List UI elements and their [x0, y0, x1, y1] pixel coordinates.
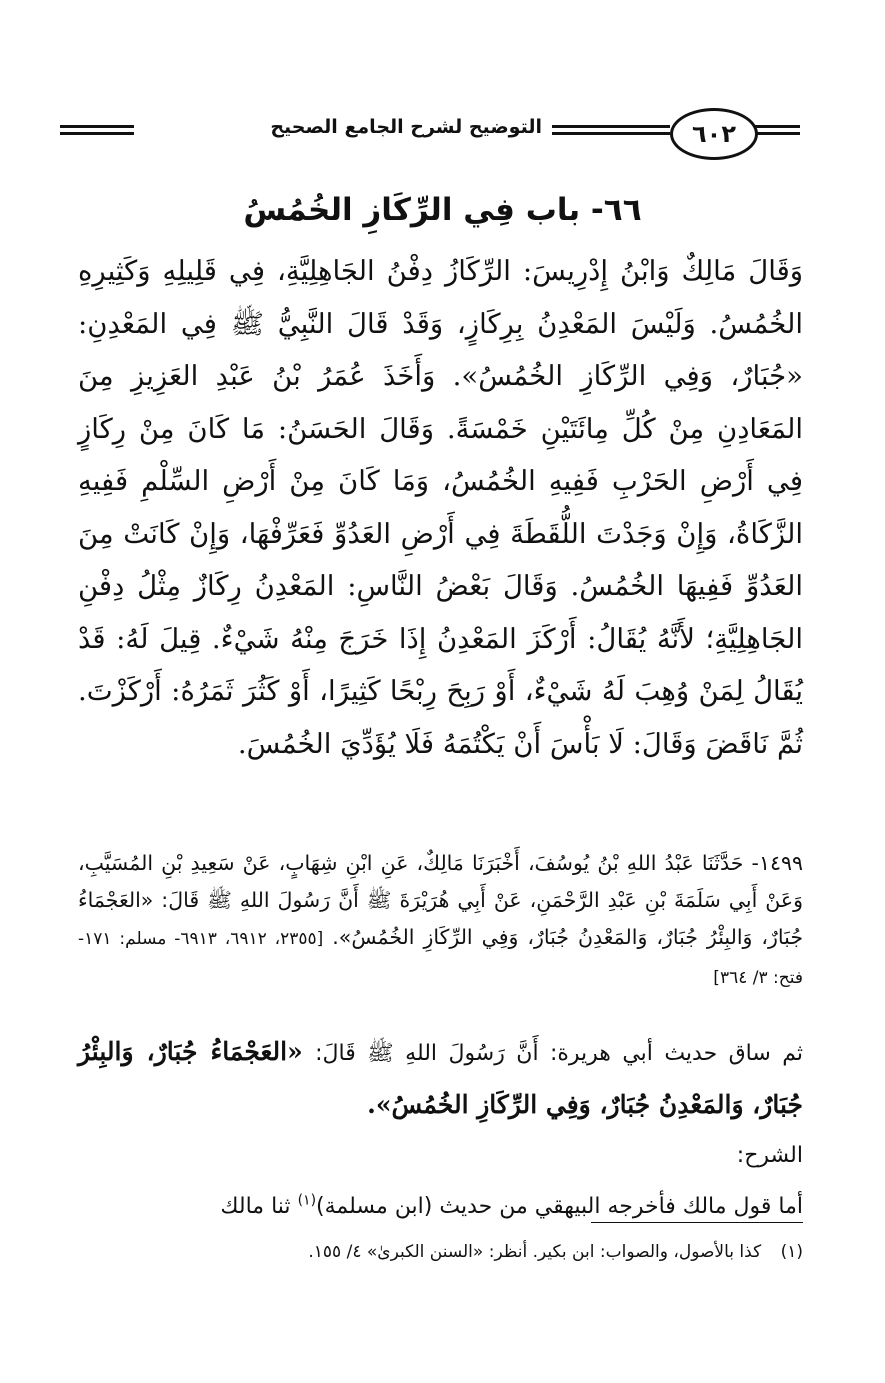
commentary-line-end: ثنا مالك [220, 1194, 291, 1219]
footnote-number: (١) [780, 1242, 803, 1262]
running-title: التوضيح لشرح الجامع الصحيح [270, 116, 542, 138]
hadith-block [78, 845, 803, 997]
sharh-label: الشرح: [736, 1143, 803, 1168]
commentary-quote: «العَجْمَاءُ جُبَارٌ، وَالبِئْرُ جُبَارٌ، وَالمَعْدِنُ جُبَارٌ، وَفِي الرِّكَازِ الخُمُسُ». [78, 1037, 803, 1119]
hadith-body: ١٤٩٩- حَدَّثَنَا عَبْدُ اللهِ بْنُ يُوسُفَ، أَخْبَرَنَا مَالِكٌ، عَنِ ابْنِ شِهَابٍ، عَنْ سَعِيدِ بْنِ المُسَيَّبِ، وَعَنْ أَبِي سَلَمَةَ بْنِ عَبْدِ الرَّحْمَنِ، عَنْ أَبِي هُرَيْرَةَ ﷺ أَنَّ رَسُولَ اللهِ ﷺ قَالَ: «العَجْمَاءُ جُبَارٌ، وَالبِئْرُ جُبَارٌ، وَالمَعْدِنُ جُبَارٌ، وَفِي الرِّكَازِ الخُمُسُ». [78, 851, 804, 949]
header-rule-left [60, 125, 134, 135]
header-rule-right [754, 125, 800, 135]
commentary-line-start: أما قول مالك فأخرجه البيهقي من حديث (ابن مسلمة) [316, 1194, 803, 1219]
page-number: ٦٠٢ [670, 108, 758, 160]
hadith-text [78, 845, 803, 997]
commentary-intro: ثم ساق حديث أبي هريرة: أَنَّ رَسُولَ اللهِ ﷺ قَالَ: [315, 1041, 803, 1066]
commentary-line [78, 1181, 803, 1232]
commentary-intro-paragraph [78, 1026, 803, 1130]
running-header [60, 108, 800, 166]
main-text [78, 245, 803, 770]
chapter-heading: ٦٦- باب فِي الرِّكَازِ الخُمُسُ [243, 192, 642, 228]
footnotes [78, 1238, 803, 1266]
footnote-divider [591, 1222, 803, 1223]
hadith-references: [٢٣٥٥، ٦٩١٢، ٦٩١٣- مسلم: ١٧١- فتح: ٣/ ٣٦٤] [78, 929, 803, 988]
footnote-reference[interactable]: (١) [297, 1192, 317, 1209]
footnote-item [78, 1238, 803, 1266]
commentary [78, 1026, 803, 1232]
footnote-text: كذا بالأصول، والصواب: ابن بكير. أنظر: «السنن الكبرىٰ» ٤/ ١٥٥. [308, 1242, 762, 1262]
main-paragraph: وَقَالَ مَالِكٌ وَابْنُ إِدْرِيسَ: الرِّكَازُ دِفْنُ الجَاهِلِيَّةِ، فِي قَلِيلِهِ وَكَثِيرِهِ الخُمُسُ. وَلَيْسَ المَعْدِنُ بِرِكَازٍ، وَقَدْ قَالَ النَّبِيُّ ﷺ فِي المَعْدِنِ: «جُبَارٌ، وَفِي الرِّكَازِ الخُمُسُ». وَأَخَذَ عُمَرُ بْنُ عَبْدِ العَزِيزِ مِنَ المَعَادِنِ مِنْ كُلِّ مِائَتَيْنِ خَمْسَةً. وَقَالَ الحَسَنُ: مَا كَانَ مِنْ رِكَازٍ فِي أَرْضِ الحَرْبِ فَفِيهِ الخُمُسُ، وَمَا كَانَ مِنْ أَرْضِ السِّلْمِ فَفِيهِ الزَّكَاةُ، وَإِنْ وَجَدْتَ اللُّقَطَةَ فِي أَرْضِ العَدُوِّ فَعَرِّفْهَا، وَإِنْ كَانَتْ مِنَ العَدُوِّ فَفِيهَا الخُمُسُ. وَقَالَ بَعْضُ النَّاسِ: المَعْدِنُ رِكَازٌ مِثْلُ دِفْنِ الجَاهِلِيَّةِ؛ لأَنَّهُ يُقَالُ: أَرْكَزَ المَعْدِنُ إِذَا خَرَجَ مِنْهُ شَيْءٌ. قِيلَ لَهُ: قَدْ يُقَالُ لِمَنْ وُهِبَ لَهُ شَيْءٌ، أَوْ رَبِحَ رِبْحًا كَثِيرًا، أَوْ كَثُرَ ثَمَرُهُ: أَرْكَزْتَ. ثُمَّ نَاقَضَ وَقَالَ: لَا بَأْسَ أَنْ يَكْتُمَهُ فَلَا يُؤَدِّيَ الخُمُسَ. [78, 255, 803, 760]
header-rule-middle [552, 125, 670, 135]
